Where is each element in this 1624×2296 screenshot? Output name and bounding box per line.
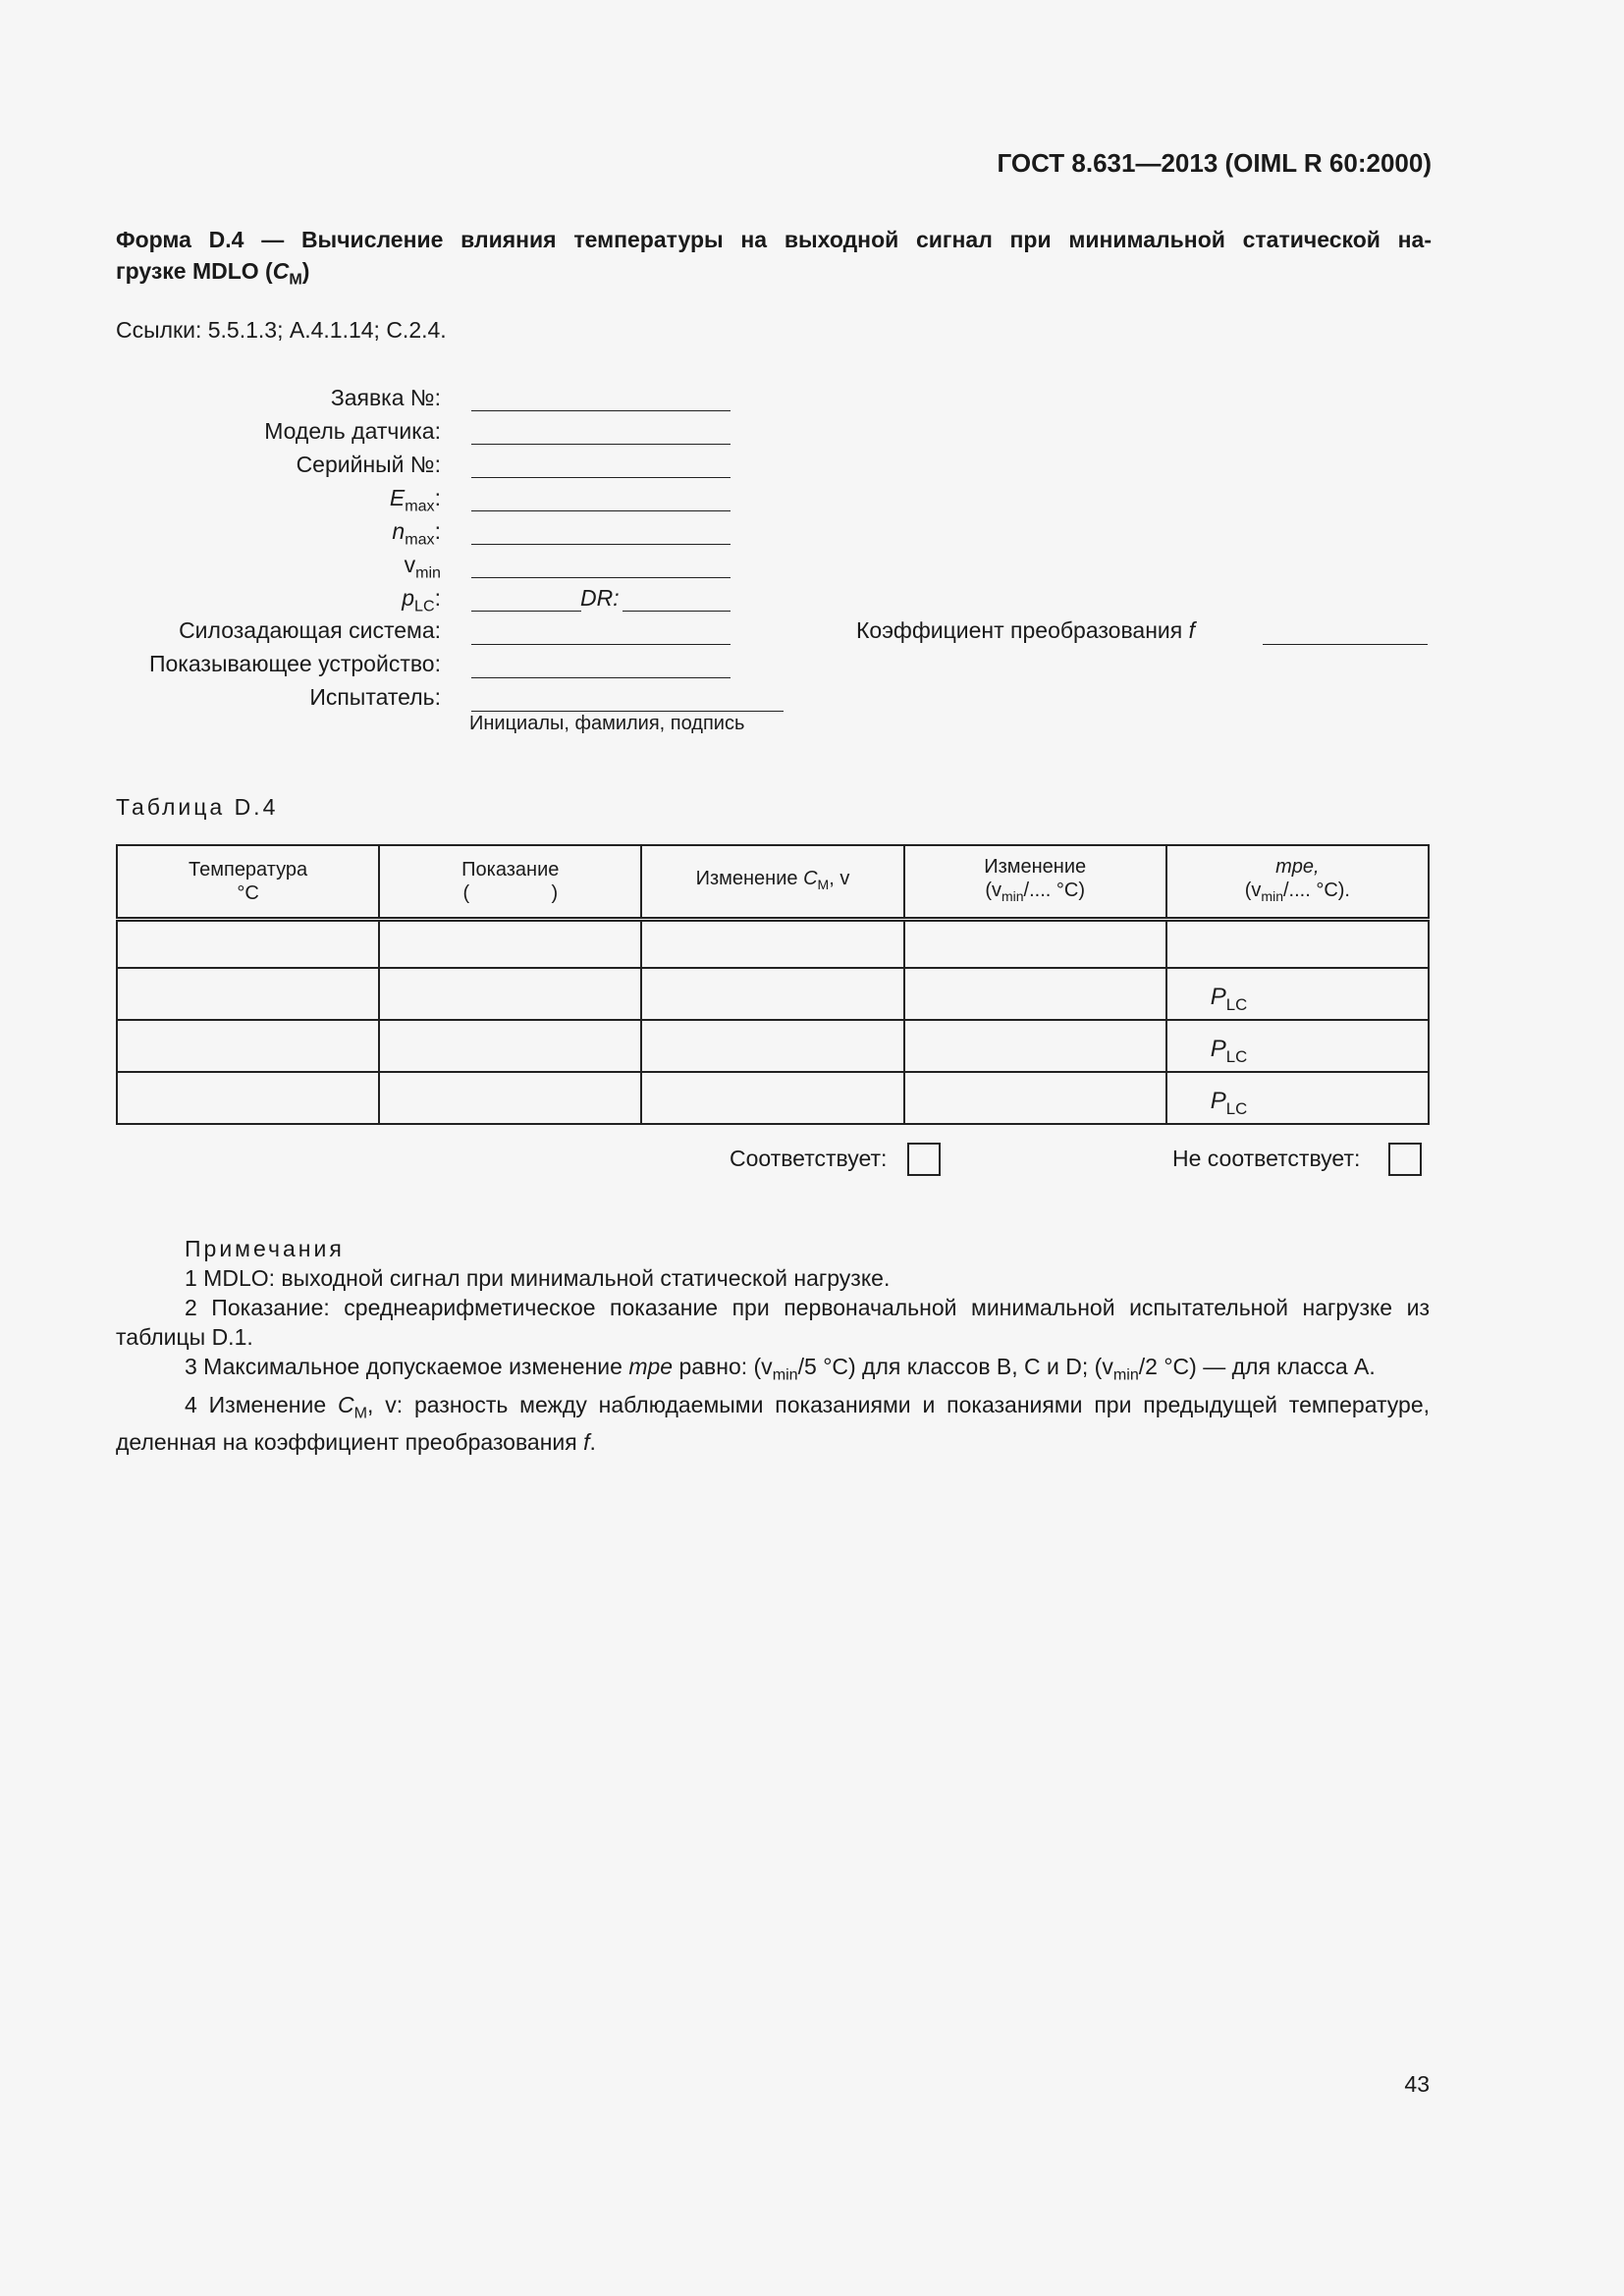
label-application-no: Заявка №: — [330, 385, 441, 410]
table-cell-plc[interactable]: $P_{LC}$ — [1166, 1020, 1429, 1072]
col-mpe: mpe, ($v_{min}/$.... °C). — [1166, 845, 1429, 920]
label-force-system: Силозадающая система: — [179, 617, 441, 643]
field-serial-no[interactable] — [471, 477, 731, 478]
signature-caption: Инициалы, фамилия, подпись — [469, 713, 745, 734]
table-row — [117, 1072, 1429, 1124]
table-cell[interactable] — [904, 1020, 1166, 1072]
label-plc: $p_{LC}$: — [402, 585, 441, 615]
label-conversion-coefficient: Коэффициент преобразования f — [856, 617, 1196, 643]
col-indication: Показание ( ) — [379, 845, 641, 920]
note-1: 1 MDLO: выходной сигнал при минимальной статической нагрузке. — [185, 1265, 891, 1291]
col-change: Изменение ($v_{min}/$.... °C) — [904, 845, 1166, 920]
field-sensor-model[interactable] — [471, 444, 731, 445]
table-row — [117, 968, 1429, 1020]
table-row — [117, 920, 1429, 969]
form-title — [116, 224, 1432, 295]
conforms-checkbox[interactable] — [907, 1143, 941, 1176]
table-cell[interactable] — [379, 1072, 641, 1124]
table-cell[interactable] — [904, 968, 1166, 1020]
label-not-conforms: Не соответствует: — [1172, 1146, 1361, 1171]
label-sensor-model: Модель датчика: — [264, 418, 441, 444]
table-cell[interactable] — [1166, 920, 1429, 969]
field-dr[interactable] — [623, 611, 731, 612]
table-row — [117, 1020, 1429, 1072]
document-header: ГОСТ 8.631—2013 (OIML R 60:2000) — [997, 148, 1432, 178]
field-force-system[interactable] — [471, 644, 731, 645]
table-d4 — [116, 844, 1430, 1125]
field-indicating-device[interactable] — [471, 677, 731, 678]
page-number: 43 — [1404, 2071, 1430, 2097]
label-dr: DR: — [580, 585, 620, 611]
field-nmax[interactable] — [471, 544, 731, 545]
col-temperature: Температура °C — [117, 845, 379, 920]
label-tester: Испытатель: — [309, 684, 441, 710]
table-cell[interactable] — [641, 1072, 903, 1124]
title-line-2: грузке MDLO $(C_M)$ — [116, 258, 310, 289]
note-2: 2 Показание: среднеарифметическое показание при первоначальной минимальной испытательной нагрузке из таблицы D.1. — [116, 1295, 1430, 1350]
table-cell-plc[interactable]: $P_{LC}$ — [1166, 1072, 1429, 1124]
label-serial-no: Серийный №: — [296, 452, 441, 477]
references: Ссылки: 5.5.1.3; A.4.1.14; C.2.4. — [116, 317, 447, 343]
table-cell[interactable] — [641, 968, 903, 1020]
table-cell[interactable] — [641, 1020, 903, 1072]
field-tester[interactable] — [471, 711, 784, 712]
table-cell[interactable] — [904, 920, 1166, 969]
table-cell-plc[interactable]: $P_{LC}$ — [1166, 968, 1429, 1020]
table-cell[interactable] — [117, 920, 379, 969]
notes-heading: Примечания — [185, 1236, 345, 1261]
label-indicating-device: Показывающее устройство: — [148, 651, 441, 676]
field-plc[interactable] — [471, 611, 581, 612]
table-cell[interactable] — [117, 968, 379, 1020]
table-cell[interactable] — [904, 1072, 1166, 1124]
title-line-1: Форма D.4 — Вычисление влияния температуры на выходной сигнал при минимальной статической на- — [116, 227, 1432, 252]
not-conforms-checkbox[interactable] — [1388, 1143, 1422, 1176]
table-caption: Таблица D.4 — [116, 794, 279, 820]
table-cell[interactable] — [379, 968, 641, 1020]
table-cell[interactable] — [379, 1020, 641, 1072]
col-change-cm: Изменение $C_M$, v — [641, 845, 903, 920]
note-3: 3 Максимальное допускаемое изменение mpe равно: ($v_{min}/5$ °C) для классов B, C и D; ($v_{min}/2$ °C) — для класса A. — [185, 1354, 1376, 1384]
table-cell[interactable] — [117, 1072, 379, 1124]
label-nmax: $n_{max}$: — [392, 518, 441, 549]
note-4: 4 Изменение $C_M$, v: разность между наблюдаемыми показаниями и показаниями при предыдущей температуре, деленная на коэффициент преобразования f. — [116, 1391, 1431, 1456]
label-vmin: $v_{min}$ — [404, 552, 441, 582]
table-cell[interactable] — [379, 920, 641, 969]
field-application-no[interactable] — [471, 410, 731, 411]
field-conversion-coefficient[interactable] — [1263, 644, 1428, 645]
label-emax: $E_{max}$: — [389, 485, 441, 515]
field-vmin[interactable] — [471, 577, 731, 578]
field-emax[interactable] — [471, 510, 731, 511]
table-cell[interactable] — [117, 1020, 379, 1072]
table-header-row — [117, 845, 1429, 920]
notes — [116, 1234, 1430, 1457]
table-cell[interactable] — [641, 920, 903, 969]
label-conforms: Соответствует: — [730, 1146, 888, 1171]
